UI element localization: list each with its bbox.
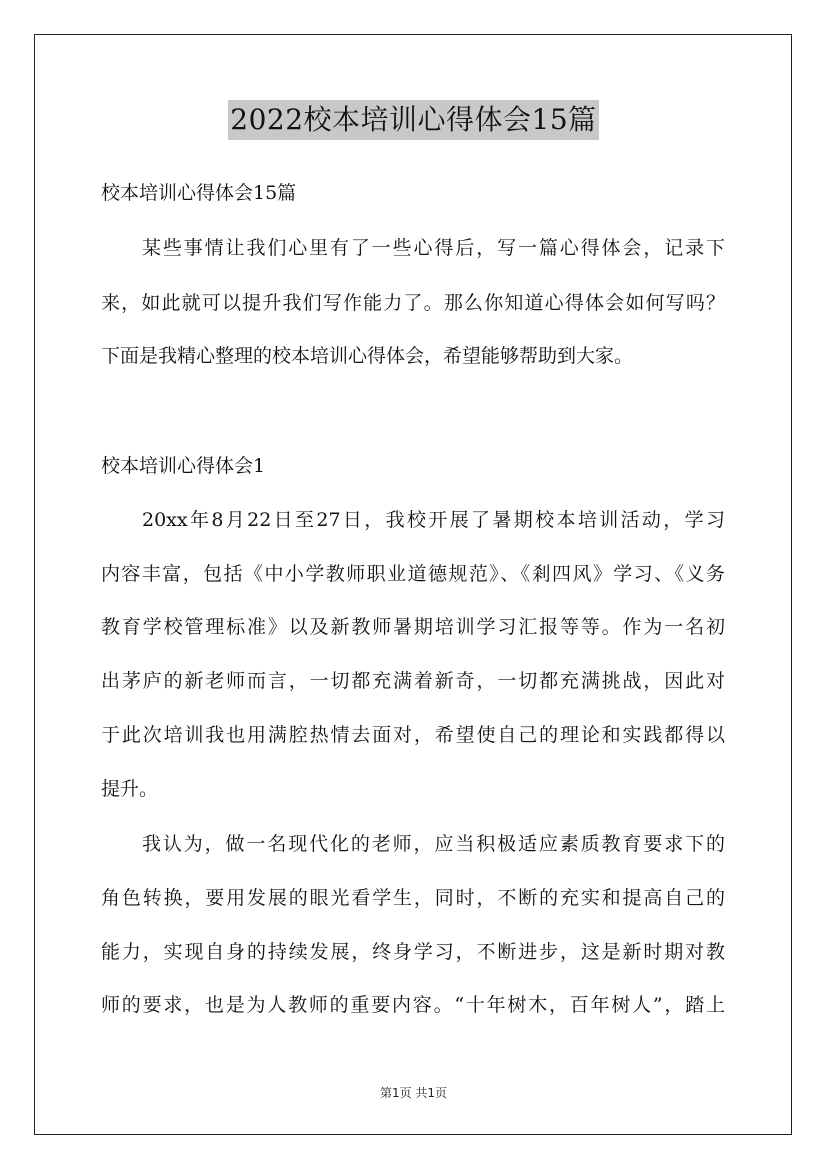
para1-line-1: 20xx年8月22日至27日，我校开展了暑期校本培训活动，学习 — [142, 509, 725, 531]
para2-line-1: 我认为，做一名现代化的老师，应当积极适应素质教育要求下的 — [142, 833, 725, 855]
para2-line-2: 角色转换，要用发展的眼光看学生，同时，不断的充实和提高自己的 — [101, 887, 725, 909]
para1-line-6: 提升。 — [101, 778, 159, 800]
title-container — [0, 100, 827, 140]
intro-line-2: 来，如此就可以提升我们写作能力了。那么你知道心得体会如何写吗？ — [101, 292, 725, 314]
page-number-footer: 第1页 共1页 — [379, 1086, 448, 1100]
para2-line-4: 师的要求，也是为人教师的重要内容。“十年树木，百年树人”，踏上 — [101, 994, 725, 1016]
intro-line-3: 下面是我精心整理的校本培训心得体会，希望能够帮助到大家。 — [101, 345, 634, 367]
para1-line-3: 教育学校管理标准》以及新教师暑期培训学习汇报等等。作为一名初 — [101, 616, 725, 638]
para1-line-2: 内容丰富，包括《中小学教师职业道德规范》、《剎四风》学习、《义务 — [101, 563, 725, 585]
para1-line-4: 出茅庐的新老师而言，一切都充满着新奇，一切都充满挑战，因此对 — [101, 670, 725, 692]
intro-line-1: 某些事情让我们心里有了一些心得后，写一篇心得体会，记录下 — [142, 237, 725, 259]
para1-line-5: 于此次培训我也用满腔热情去面对，希望使自己的理论和实践都得以 — [101, 724, 725, 746]
document-title: 2022校本培训心得体会15篇 — [228, 100, 598, 140]
section-heading: 校本培训心得体会1 — [101, 455, 266, 477]
document-subtitle: 校本培训心得体会15篇 — [101, 182, 297, 204]
para2-line-3: 能力，实现自身的持续发展，终身学习，不断进步，这是新时期对教 — [101, 941, 725, 963]
